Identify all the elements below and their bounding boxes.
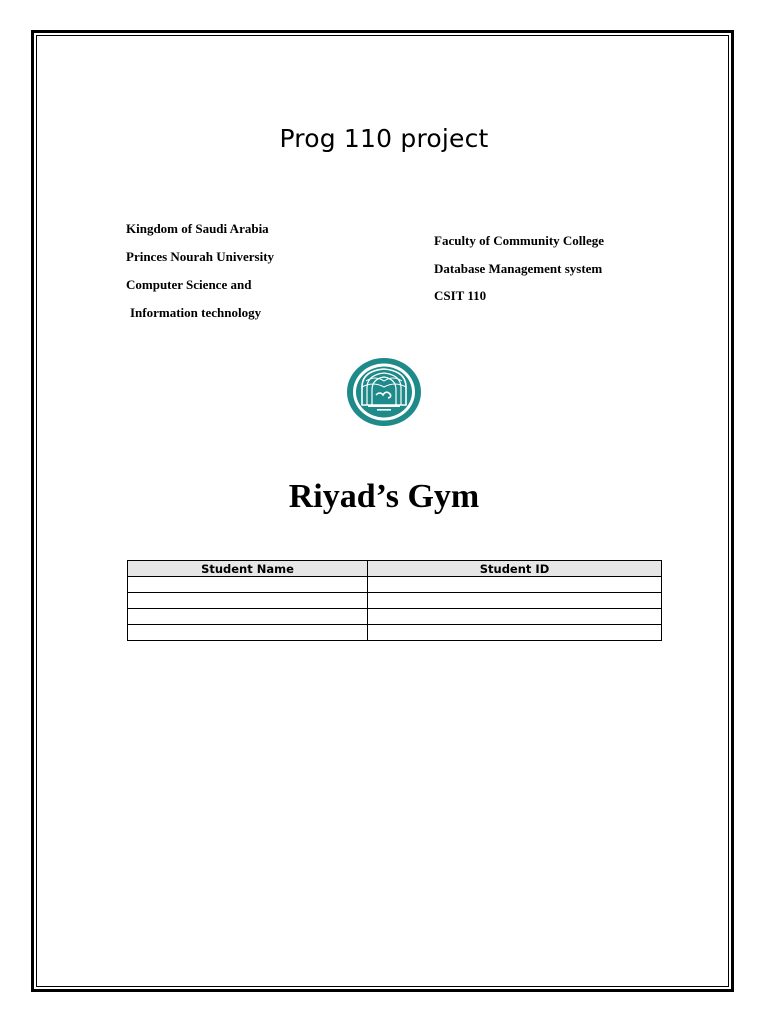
student-id-cell — [368, 625, 662, 641]
institution-line: Computer Science and — [126, 277, 252, 292]
table-header-row — [128, 561, 662, 577]
student-id-cell — [368, 593, 662, 609]
institution-line: Kingdom of Saudi Arabia — [126, 221, 269, 236]
table-row — [128, 593, 662, 609]
project-title: Prog 110 project — [279, 124, 489, 153]
table-row — [128, 577, 662, 593]
header-student-id: Student ID — [368, 561, 662, 577]
table-row — [128, 625, 662, 641]
university-seal-icon — [346, 357, 422, 427]
student-table — [127, 560, 662, 641]
student-id-cell — [368, 609, 662, 625]
course-line: CSIT 110 — [434, 288, 487, 303]
course-info — [434, 232, 604, 315]
table-row — [128, 609, 662, 625]
institution-info — [126, 220, 274, 332]
student-name-cell — [128, 609, 368, 625]
student-name-cell — [128, 625, 368, 641]
student-name-cell — [128, 593, 368, 609]
institution-line: Information technology — [130, 305, 262, 320]
main-title: Riyad’s Gym — [288, 478, 480, 515]
institution-line: Princes Nourah University — [126, 249, 275, 264]
student-id-cell — [368, 577, 662, 593]
course-line: Faculty of Community College — [434, 233, 605, 248]
header-student-name: Student Name — [128, 561, 368, 577]
student-name-cell — [128, 577, 368, 593]
course-line: Database Management system — [434, 260, 603, 276]
